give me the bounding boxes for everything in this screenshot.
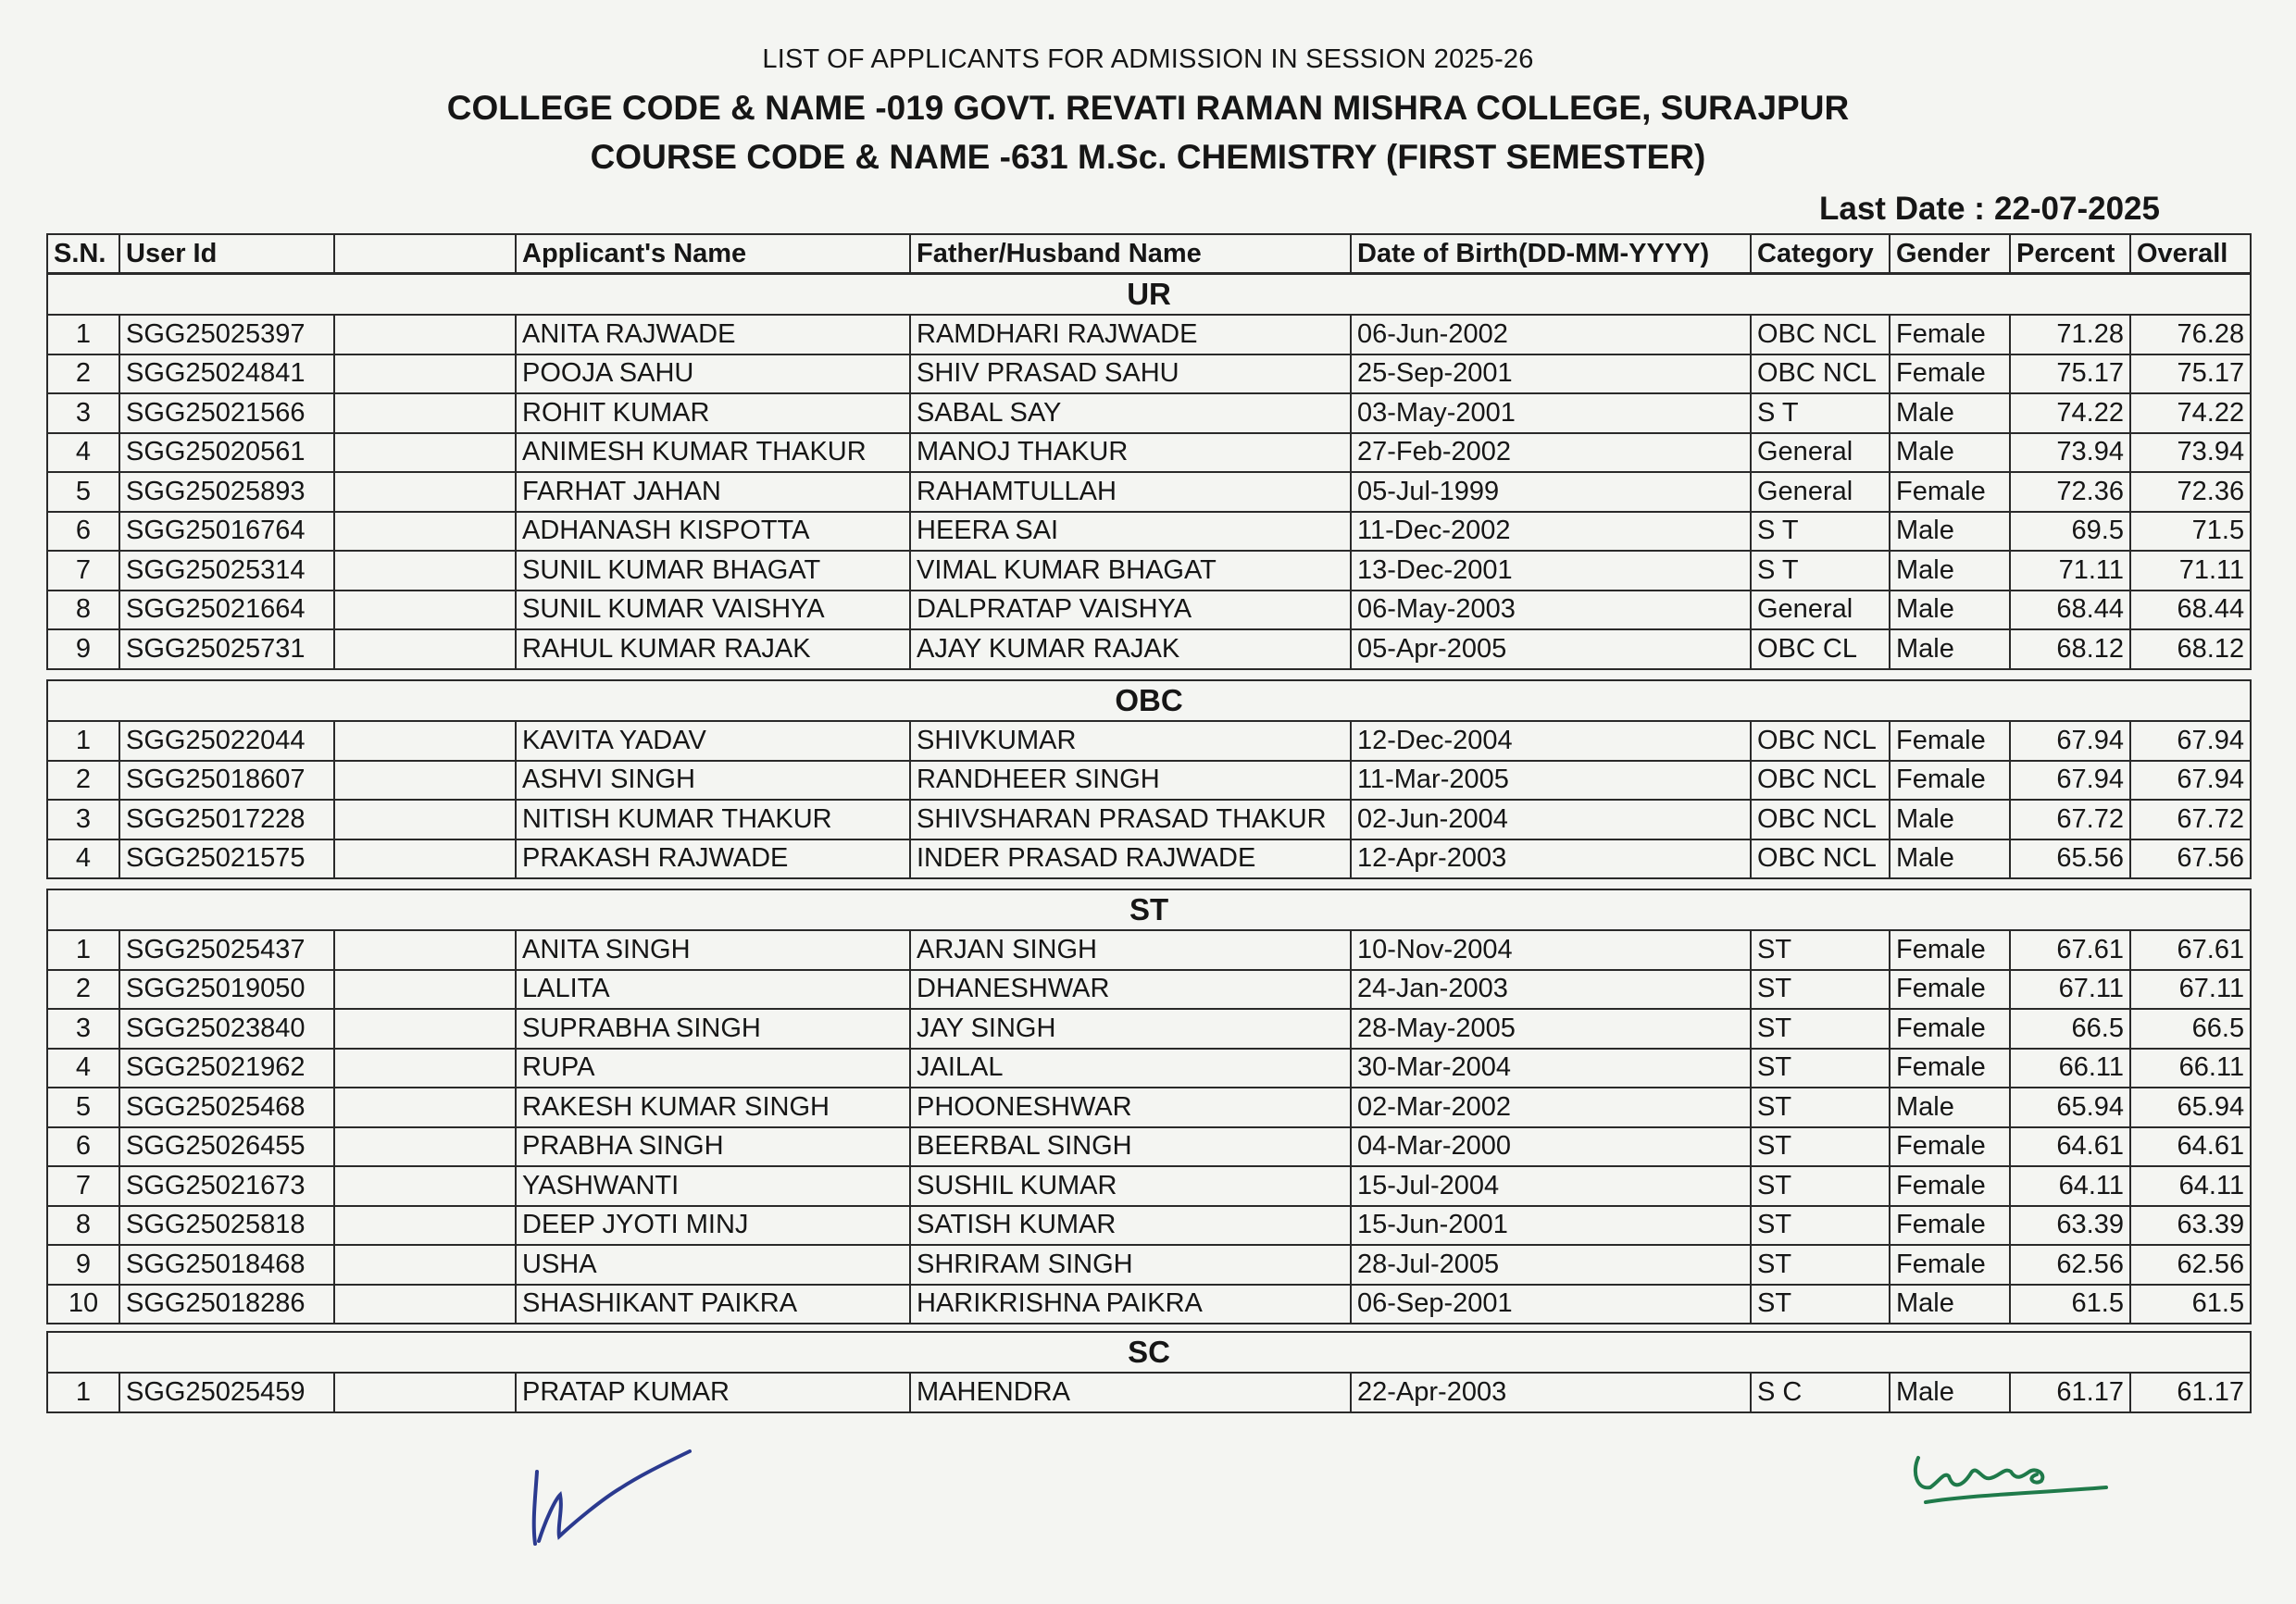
blank-cell bbox=[334, 1285, 516, 1324]
col-user-id: User Id bbox=[119, 234, 334, 273]
cell-dob: 24-Jan-2003 bbox=[1351, 970, 1751, 1010]
blank-cell bbox=[334, 839, 516, 879]
cell-percent: 62.56 bbox=[2010, 1245, 2130, 1285]
cell-user-id: SGG25021673 bbox=[119, 1166, 334, 1206]
cell-user-id: SGG25017228 bbox=[119, 800, 334, 839]
table-row bbox=[47, 433, 2251, 473]
cell-user-id: SGG25021566 bbox=[119, 393, 334, 433]
blank-cell bbox=[334, 551, 516, 591]
cell-gender: Male bbox=[1890, 551, 2010, 591]
cell-name: SUNIL KUMAR BHAGAT bbox=[516, 551, 910, 591]
cell-overall: 67.56 bbox=[2130, 839, 2251, 879]
cell-overall: 63.39 bbox=[2130, 1206, 2251, 1246]
cell-category: General bbox=[1751, 591, 1890, 630]
cell-sn: 10 bbox=[47, 1285, 119, 1324]
cell-gender: Female bbox=[1890, 1245, 2010, 1285]
table-row bbox=[47, 1373, 2251, 1412]
cell-dob: 04-Mar-2000 bbox=[1351, 1127, 1751, 1167]
section-title: ST bbox=[47, 889, 2251, 930]
cell-percent: 67.61 bbox=[2010, 930, 2130, 970]
cell-father: INDER PRASAD RAJWADE bbox=[910, 839, 1351, 879]
cell-sn: 3 bbox=[47, 1009, 119, 1049]
cell-user-id: SGG25025893 bbox=[119, 472, 334, 512]
cell-dob: 11-Mar-2005 bbox=[1351, 761, 1751, 801]
col-percent: Percent bbox=[2010, 234, 2130, 273]
cell-overall: 68.44 bbox=[2130, 591, 2251, 630]
cell-overall: 67.72 bbox=[2130, 800, 2251, 839]
cell-category: OBC NCL bbox=[1751, 315, 1890, 354]
cell-user-id: SGG25025437 bbox=[119, 930, 334, 970]
cell-user-id: SGG25025397 bbox=[119, 315, 334, 354]
cell-overall: 61.5 bbox=[2130, 1285, 2251, 1324]
cell-user-id: SGG25018468 bbox=[119, 1245, 334, 1285]
cell-dob: 30-Mar-2004 bbox=[1351, 1049, 1751, 1088]
table-row bbox=[47, 1009, 2251, 1049]
table-row bbox=[47, 629, 2251, 669]
cell-gender: Female bbox=[1890, 970, 2010, 1010]
cell-percent: 67.94 bbox=[2010, 761, 2130, 801]
cell-father: ARJAN SINGH bbox=[910, 930, 1351, 970]
signature-right bbox=[1907, 1439, 2120, 1523]
blank-cell bbox=[334, 393, 516, 433]
cell-gender: Female bbox=[1890, 721, 2010, 761]
cell-father: SABAL SAY bbox=[910, 393, 1351, 433]
cell-category: General bbox=[1751, 433, 1890, 473]
blank-cell bbox=[334, 761, 516, 801]
table-row bbox=[47, 1088, 2251, 1127]
blank-cell bbox=[334, 354, 516, 394]
cell-dob: 11-Dec-2002 bbox=[1351, 512, 1751, 552]
cell-overall: 64.61 bbox=[2130, 1127, 2251, 1167]
cell-category: S T bbox=[1751, 512, 1890, 552]
cell-sn: 5 bbox=[47, 472, 119, 512]
cell-sn: 2 bbox=[47, 354, 119, 394]
cell-sn: 6 bbox=[47, 512, 119, 552]
cell-dob: 05-Jul-1999 bbox=[1351, 472, 1751, 512]
cell-category: ST bbox=[1751, 1245, 1890, 1285]
cell-dob: 06-May-2003 bbox=[1351, 591, 1751, 630]
cell-dob: 13-Dec-2001 bbox=[1351, 551, 1751, 591]
cell-gender: Male bbox=[1890, 1088, 2010, 1127]
cell-name: ROHIT KUMAR bbox=[516, 393, 910, 433]
last-date-label: Last Date : bbox=[1819, 191, 1985, 227]
cell-user-id: SGG25025314 bbox=[119, 551, 334, 591]
cell-dob: 05-Apr-2005 bbox=[1351, 629, 1751, 669]
cell-dob: 02-Mar-2002 bbox=[1351, 1088, 1751, 1127]
cell-overall: 72.36 bbox=[2130, 472, 2251, 512]
blank-cell bbox=[334, 591, 516, 630]
cell-name: SUNIL KUMAR VAISHYA bbox=[516, 591, 910, 630]
cell-name: ADHANASH KISPOTTA bbox=[516, 512, 910, 552]
college-name: COLLEGE CODE & NAME -019 GOVT. REVATI RAMAN MISHRA COLLEGE, SURAJPUR bbox=[446, 89, 1850, 127]
cell-percent: 67.11 bbox=[2010, 970, 2130, 1010]
cell-overall: 75.17 bbox=[2130, 354, 2251, 394]
cell-name: PRATAP KUMAR bbox=[516, 1373, 910, 1412]
cell-father: AJAY KUMAR RAJAK bbox=[910, 629, 1351, 669]
cell-percent: 66.11 bbox=[2010, 1049, 2130, 1088]
cell-father: RAMDHARI RAJWADE bbox=[910, 315, 1351, 354]
blank-cell bbox=[334, 1206, 516, 1246]
cell-sn: 1 bbox=[47, 315, 119, 354]
section-table-sc bbox=[46, 1331, 2252, 1413]
cell-father: PHOONESHWAR bbox=[910, 1088, 1351, 1127]
cell-gender: Female bbox=[1890, 1127, 2010, 1167]
cell-percent: 61.17 bbox=[2010, 1373, 2130, 1412]
cell-user-id: SGG25021575 bbox=[119, 839, 334, 879]
cell-overall: 73.94 bbox=[2130, 433, 2251, 473]
cell-user-id: SGG25024841 bbox=[119, 354, 334, 394]
col-gender: Gender bbox=[1890, 234, 2010, 273]
cell-percent: 73.94 bbox=[2010, 433, 2130, 473]
cell-percent: 75.17 bbox=[2010, 354, 2130, 394]
cell-gender: Male bbox=[1890, 1373, 2010, 1412]
cell-father: BEERBAL SINGH bbox=[910, 1127, 1351, 1167]
col-category: Category bbox=[1751, 234, 1890, 273]
cell-gender: Female bbox=[1890, 315, 2010, 354]
cell-sn: 6 bbox=[47, 1127, 119, 1167]
table-row bbox=[47, 721, 2251, 761]
cell-father: SHIVSHARAN PRASAD THAKUR bbox=[910, 800, 1351, 839]
table-row bbox=[47, 1127, 2251, 1167]
cell-category: S T bbox=[1751, 393, 1890, 433]
table-row bbox=[47, 512, 2251, 552]
cell-percent: 69.5 bbox=[2010, 512, 2130, 552]
table-row bbox=[47, 1285, 2251, 1324]
cell-gender: Female bbox=[1890, 1166, 2010, 1206]
section-title: OBC bbox=[47, 680, 2251, 721]
cell-user-id: SGG25022044 bbox=[119, 721, 334, 761]
last-date-value: 22-07-2025 bbox=[1993, 191, 2160, 227]
section-table-st bbox=[46, 889, 2252, 1324]
blank-cell bbox=[334, 1373, 516, 1412]
cell-gender: Female bbox=[1890, 930, 2010, 970]
course-name: COURSE CODE & NAME -631 M.Sc. CHEMISTRY (FIRST SEMESTER) bbox=[590, 138, 1706, 176]
cell-father: SUSHIL KUMAR bbox=[910, 1166, 1351, 1206]
cell-name: KAVITA YADAV bbox=[516, 721, 910, 761]
cell-percent: 72.36 bbox=[2010, 472, 2130, 512]
document-heading: LIST OF APPLICANTS FOR ADMISSION IN SESSION 2025-26 bbox=[762, 44, 1534, 74]
cell-dob: 22-Apr-2003 bbox=[1351, 1373, 1751, 1412]
table-row bbox=[47, 472, 2251, 512]
cell-overall: 67.61 bbox=[2130, 930, 2251, 970]
cell-father: JAY SINGH bbox=[910, 1009, 1351, 1049]
section-title: UR bbox=[47, 274, 2251, 315]
cell-user-id: SGG25021962 bbox=[119, 1049, 334, 1088]
cell-gender: Male bbox=[1890, 800, 2010, 839]
cell-overall: 61.17 bbox=[2130, 1373, 2251, 1412]
cell-gender: Male bbox=[1890, 629, 2010, 669]
cell-gender: Female bbox=[1890, 1009, 2010, 1049]
cell-father: HEERA SAI bbox=[910, 512, 1351, 552]
cell-category: OBC NCL bbox=[1751, 800, 1890, 839]
cell-name: DEEP JYOTI MINJ bbox=[516, 1206, 910, 1246]
cell-user-id: SGG25020561 bbox=[119, 433, 334, 473]
cell-overall: 74.22 bbox=[2130, 393, 2251, 433]
cell-overall: 71.11 bbox=[2130, 551, 2251, 591]
cell-percent: 68.44 bbox=[2010, 591, 2130, 630]
cell-father: SHIVKUMAR bbox=[910, 721, 1351, 761]
cell-gender: Male bbox=[1890, 839, 2010, 879]
cell-father: HARIKRISHNA PAIKRA bbox=[910, 1285, 1351, 1324]
cell-user-id: SGG25018286 bbox=[119, 1285, 334, 1324]
cell-percent: 71.11 bbox=[2010, 551, 2130, 591]
cell-name: RAHUL KUMAR RAJAK bbox=[516, 629, 910, 669]
cell-user-id: SGG25025731 bbox=[119, 629, 334, 669]
cell-overall: 67.94 bbox=[2130, 721, 2251, 761]
cell-overall: 66.5 bbox=[2130, 1009, 2251, 1049]
col-overall: Overall bbox=[2130, 234, 2251, 273]
cell-sn: 8 bbox=[47, 591, 119, 630]
blank-cell bbox=[334, 1245, 516, 1285]
cell-user-id: SGG25016764 bbox=[119, 512, 334, 552]
cell-user-id: SGG25025468 bbox=[119, 1088, 334, 1127]
cell-category: ST bbox=[1751, 970, 1890, 1010]
col-sn: S.N. bbox=[47, 234, 119, 273]
cell-gender: Female bbox=[1890, 354, 2010, 394]
cell-name: ASHVI SINGH bbox=[516, 761, 910, 801]
cell-percent: 65.94 bbox=[2010, 1088, 2130, 1127]
cell-percent: 64.61 bbox=[2010, 1127, 2130, 1167]
cell-dob: 06-Jun-2002 bbox=[1351, 315, 1751, 354]
blank-cell bbox=[334, 1049, 516, 1088]
table-row bbox=[47, 551, 2251, 591]
col-blank bbox=[334, 234, 516, 273]
cell-dob: 28-Jul-2005 bbox=[1351, 1245, 1751, 1285]
cell-overall: 62.56 bbox=[2130, 1245, 2251, 1285]
cell-dob: 12-Apr-2003 bbox=[1351, 839, 1751, 879]
cell-user-id: SGG25019050 bbox=[119, 970, 334, 1010]
cell-sn: 1 bbox=[47, 721, 119, 761]
blank-cell bbox=[334, 629, 516, 669]
cell-gender: Female bbox=[1890, 1206, 2010, 1246]
cell-father: DALPRATAP VAISHYA bbox=[910, 591, 1351, 630]
table-row bbox=[47, 393, 2251, 433]
cell-dob: 03-May-2001 bbox=[1351, 393, 1751, 433]
last-date bbox=[1819, 191, 2160, 228]
table-row bbox=[47, 591, 2251, 630]
cell-father: RANDHEER SINGH bbox=[910, 761, 1351, 801]
cell-category: ST bbox=[1751, 1206, 1890, 1246]
cell-father: MANOJ THAKUR bbox=[910, 433, 1351, 473]
cell-father: SATISH KUMAR bbox=[910, 1206, 1351, 1246]
cell-gender: Female bbox=[1890, 1049, 2010, 1088]
cell-dob: 02-Jun-2004 bbox=[1351, 800, 1751, 839]
cell-father: SHIV PRASAD SAHU bbox=[910, 354, 1351, 394]
cell-percent: 71.28 bbox=[2010, 315, 2130, 354]
cell-category: ST bbox=[1751, 930, 1890, 970]
cell-dob: 27-Feb-2002 bbox=[1351, 433, 1751, 473]
cell-category: ST bbox=[1751, 1049, 1890, 1088]
blank-cell bbox=[334, 800, 516, 839]
cell-user-id: SGG25025818 bbox=[119, 1206, 334, 1246]
cell-sn: 2 bbox=[47, 970, 119, 1010]
cell-sn: 3 bbox=[47, 800, 119, 839]
cell-user-id: SGG25023840 bbox=[119, 1009, 334, 1049]
cell-name: ANITA RAJWADE bbox=[516, 315, 910, 354]
cell-category: OBC NCL bbox=[1751, 354, 1890, 394]
cell-overall: 67.11 bbox=[2130, 970, 2251, 1010]
cell-percent: 64.11 bbox=[2010, 1166, 2130, 1206]
cell-name: SHASHIKANT PAIKRA bbox=[516, 1285, 910, 1324]
cell-gender: Male bbox=[1890, 591, 2010, 630]
cell-father: RAHAMTULLAH bbox=[910, 472, 1351, 512]
cell-percent: 65.56 bbox=[2010, 839, 2130, 879]
cell-gender: Male bbox=[1890, 512, 2010, 552]
section-table-ur bbox=[46, 273, 2252, 670]
cell-category: ST bbox=[1751, 1127, 1890, 1167]
cell-overall: 64.11 bbox=[2130, 1166, 2251, 1206]
col-father-name: Father/Husband Name bbox=[910, 234, 1351, 273]
cell-name: PRABHA SINGH bbox=[516, 1127, 910, 1167]
cell-sn: 8 bbox=[47, 1206, 119, 1246]
cell-sn: 4 bbox=[47, 1049, 119, 1088]
blank-cell bbox=[334, 1009, 516, 1049]
cell-user-id: SGG25025459 bbox=[119, 1373, 334, 1412]
blank-cell bbox=[334, 721, 516, 761]
cell-father: MAHENDRA bbox=[910, 1373, 1351, 1412]
cell-name: USHA bbox=[516, 1245, 910, 1285]
cell-sn: 7 bbox=[47, 551, 119, 591]
cell-sn: 4 bbox=[47, 433, 119, 473]
cell-percent: 66.5 bbox=[2010, 1009, 2130, 1049]
blank-cell bbox=[334, 512, 516, 552]
cell-name: YASHWANTI bbox=[516, 1166, 910, 1206]
cell-percent: 67.94 bbox=[2010, 721, 2130, 761]
table-row bbox=[47, 1245, 2251, 1285]
cell-sn: 2 bbox=[47, 761, 119, 801]
cell-gender: Female bbox=[1890, 472, 2010, 512]
cell-overall: 76.28 bbox=[2130, 315, 2251, 354]
cell-name: ANIMESH KUMAR THAKUR bbox=[516, 433, 910, 473]
cell-overall: 65.94 bbox=[2130, 1088, 2251, 1127]
cell-sn: 5 bbox=[47, 1088, 119, 1127]
blank-cell bbox=[334, 1088, 516, 1127]
cell-father: SHRIRAM SINGH bbox=[910, 1245, 1351, 1285]
cell-overall: 68.12 bbox=[2130, 629, 2251, 669]
blank-cell bbox=[334, 1127, 516, 1167]
cell-gender: Female bbox=[1890, 761, 2010, 801]
cell-dob: 15-Jul-2004 bbox=[1351, 1166, 1751, 1206]
cell-user-id: SGG25018607 bbox=[119, 761, 334, 801]
cell-user-id: SGG25026455 bbox=[119, 1127, 334, 1167]
cell-category: ST bbox=[1751, 1088, 1890, 1127]
table-row bbox=[47, 315, 2251, 354]
cell-dob: 10-Nov-2004 bbox=[1351, 930, 1751, 970]
cell-name: LALITA bbox=[516, 970, 910, 1010]
col-dob: Date of Birth(DD-MM-YYYY) bbox=[1351, 234, 1751, 273]
cell-name: SUPRABHA SINGH bbox=[516, 1009, 910, 1049]
cell-name: PRAKASH RAJWADE bbox=[516, 839, 910, 879]
cell-sn: 9 bbox=[47, 1245, 119, 1285]
blank-cell bbox=[334, 315, 516, 354]
signature-left bbox=[518, 1435, 704, 1555]
cell-percent: 67.72 bbox=[2010, 800, 2130, 839]
table-row bbox=[47, 1049, 2251, 1088]
cell-name: POOJA SAHU bbox=[516, 354, 910, 394]
cell-dob: 15-Jun-2001 bbox=[1351, 1206, 1751, 1246]
table-row bbox=[47, 970, 2251, 1010]
section-table-obc bbox=[46, 679, 2252, 879]
table-row bbox=[47, 839, 2251, 879]
cell-percent: 74.22 bbox=[2010, 393, 2130, 433]
cell-percent: 63.39 bbox=[2010, 1206, 2130, 1246]
section-title: SC bbox=[47, 1332, 2251, 1373]
applicants-table-header bbox=[46, 233, 2252, 274]
table-row bbox=[47, 761, 2251, 801]
cell-gender: Male bbox=[1890, 433, 2010, 473]
table-row bbox=[47, 930, 2251, 970]
cell-category: General bbox=[1751, 472, 1890, 512]
blank-cell bbox=[334, 970, 516, 1010]
cell-father: JAILAL bbox=[910, 1049, 1351, 1088]
table-row bbox=[47, 1166, 2251, 1206]
cell-name: ANITA SINGH bbox=[516, 930, 910, 970]
blank-cell bbox=[334, 930, 516, 970]
cell-name: FARHAT JAHAN bbox=[516, 472, 910, 512]
cell-sn: 3 bbox=[47, 393, 119, 433]
table-row bbox=[47, 1206, 2251, 1246]
blank-cell bbox=[334, 433, 516, 473]
cell-dob: 25-Sep-2001 bbox=[1351, 354, 1751, 394]
table-row bbox=[47, 800, 2251, 839]
cell-sn: 7 bbox=[47, 1166, 119, 1206]
cell-user-id: SGG25021664 bbox=[119, 591, 334, 630]
cell-category: ST bbox=[1751, 1009, 1890, 1049]
cell-sn: 1 bbox=[47, 1373, 119, 1412]
cell-father: DHANESHWAR bbox=[910, 970, 1351, 1010]
blank-cell bbox=[334, 1166, 516, 1206]
cell-percent: 61.5 bbox=[2010, 1285, 2130, 1324]
cell-percent: 68.12 bbox=[2010, 629, 2130, 669]
cell-category: OBC CL bbox=[1751, 629, 1890, 669]
cell-category: OBC NCL bbox=[1751, 721, 1890, 761]
cell-name: RAKESH KUMAR SINGH bbox=[516, 1088, 910, 1127]
cell-gender: Male bbox=[1890, 393, 2010, 433]
cell-category: ST bbox=[1751, 1166, 1890, 1206]
cell-dob: 28-May-2005 bbox=[1351, 1009, 1751, 1049]
cell-category: ST bbox=[1751, 1285, 1890, 1324]
cell-father: VIMAL KUMAR BHAGAT bbox=[910, 551, 1351, 591]
cell-sn: 4 bbox=[47, 839, 119, 879]
col-applicant-name: Applicant's Name bbox=[516, 234, 910, 273]
cell-sn: 9 bbox=[47, 629, 119, 669]
blank-cell bbox=[334, 472, 516, 512]
cell-gender: Male bbox=[1890, 1285, 2010, 1324]
cell-overall: 71.5 bbox=[2130, 512, 2251, 552]
cell-name: RUPA bbox=[516, 1049, 910, 1088]
cell-sn: 1 bbox=[47, 930, 119, 970]
cell-category: OBC NCL bbox=[1751, 761, 1890, 801]
cell-overall: 66.11 bbox=[2130, 1049, 2251, 1088]
cell-overall: 67.94 bbox=[2130, 761, 2251, 801]
cell-category: OBC NCL bbox=[1751, 839, 1890, 879]
table-row bbox=[47, 354, 2251, 394]
cell-name: NITISH KUMAR THAKUR bbox=[516, 800, 910, 839]
cell-category: S T bbox=[1751, 551, 1890, 591]
cell-dob: 06-Sep-2001 bbox=[1351, 1285, 1751, 1324]
cell-dob: 12-Dec-2004 bbox=[1351, 721, 1751, 761]
cell-category: S C bbox=[1751, 1373, 1890, 1412]
